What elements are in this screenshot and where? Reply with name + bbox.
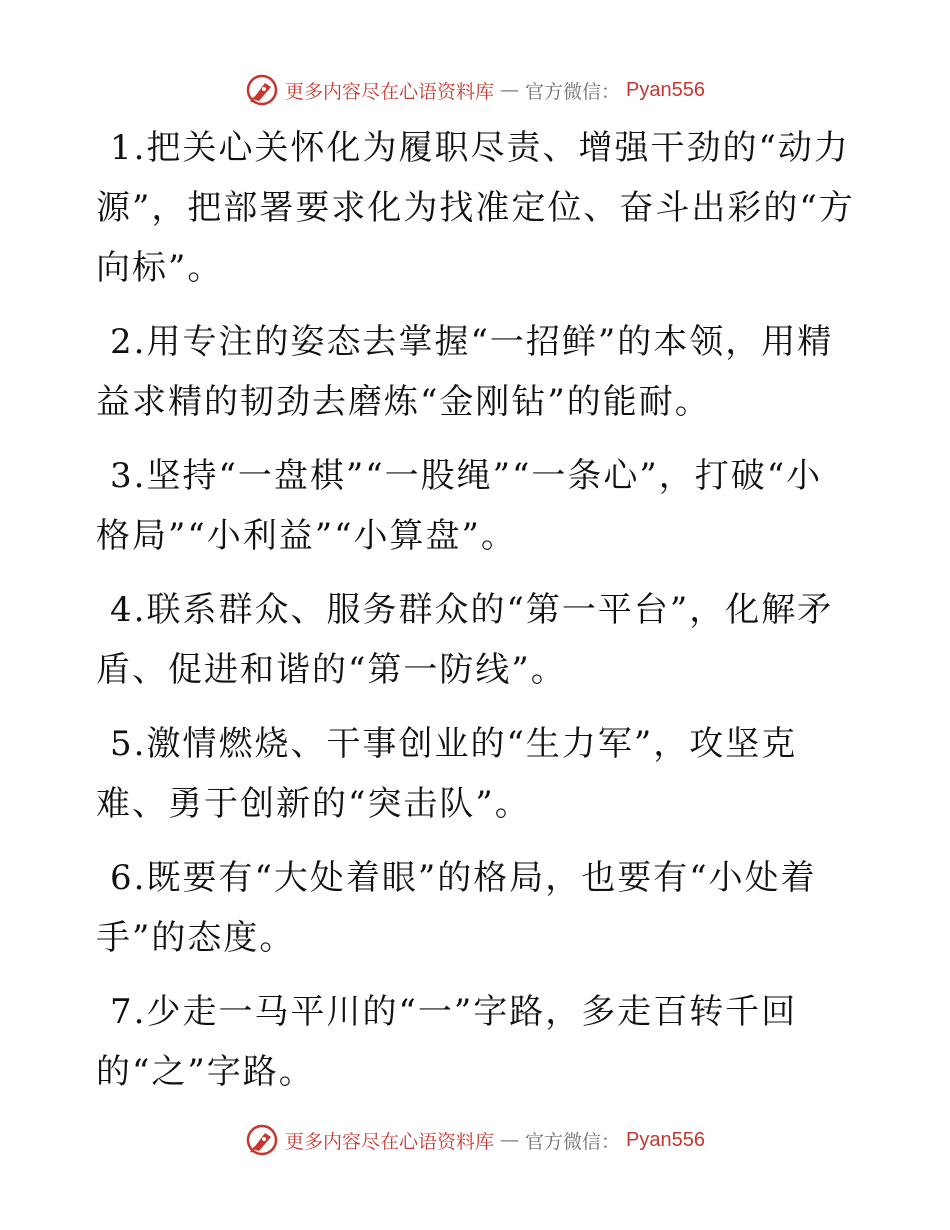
item-text: 激情燃烧、干事创业的“生力军”，攻坚克难、勇于创新的“突击队”。 <box>96 724 798 824</box>
banner-label: 官方微信： <box>525 1130 621 1153</box>
banner-promo-text: 更多内容尽在心语资料库 <box>285 1130 495 1153</box>
list-item <box>96 714 856 834</box>
footer-banner <box>0 1120 950 1160</box>
item-number: 5. <box>110 724 147 764</box>
banner-handle: Pyan556 <box>626 78 705 101</box>
banner-promo-text: 更多内容尽在心语资料库 <box>285 80 495 103</box>
item-text: 把关心关怀化为履职尽责、增强干劲的“动力源”，把部署要求化为找准定位、奋斗出彩的“方向标”。 <box>96 128 855 288</box>
item-text: 既要有“大处着眼”的格局，也要有“小处着手”的态度。 <box>96 858 817 958</box>
list-item <box>96 982 856 1102</box>
list-item <box>96 848 856 968</box>
item-text: 用专注的姿态去掌握“一招鲜”的本领，用精益求精的韧劲去磨炼“金刚钻”的能耐。 <box>96 322 834 422</box>
item-text: 坚持“一盘棋”“一股绳”“一条心”，打破“小格局”“小利益”“小算盘”。 <box>96 456 823 556</box>
pen-nib-logo-icon <box>245 73 279 107</box>
banner-handle: Pyan556 <box>626 1128 705 1151</box>
list-item <box>96 580 856 700</box>
item-number: 7. <box>110 992 147 1032</box>
pen-nib-logo-icon <box>245 1123 279 1157</box>
document-body <box>96 118 856 1116</box>
list-item <box>96 446 856 566</box>
banner-label: 官方微信： <box>525 80 621 103</box>
list-item <box>96 118 856 298</box>
item-text: 少走一马平川的“一”字路，多走百转千回的“之”字路。 <box>96 992 798 1092</box>
banner-dash: — <box>500 1129 520 1151</box>
item-text: 联系群众、服务群众的“第一平台”，化解矛盾、促进和谐的“第一防线”。 <box>96 590 834 690</box>
header-banner <box>0 70 950 110</box>
banner-dash: — <box>500 79 520 101</box>
item-number: 3. <box>110 456 147 496</box>
item-number: 6. <box>110 858 147 898</box>
item-number: 1. <box>110 128 147 168</box>
item-number: 2. <box>110 322 147 362</box>
item-number: 4. <box>110 590 147 630</box>
list-item <box>96 312 856 432</box>
